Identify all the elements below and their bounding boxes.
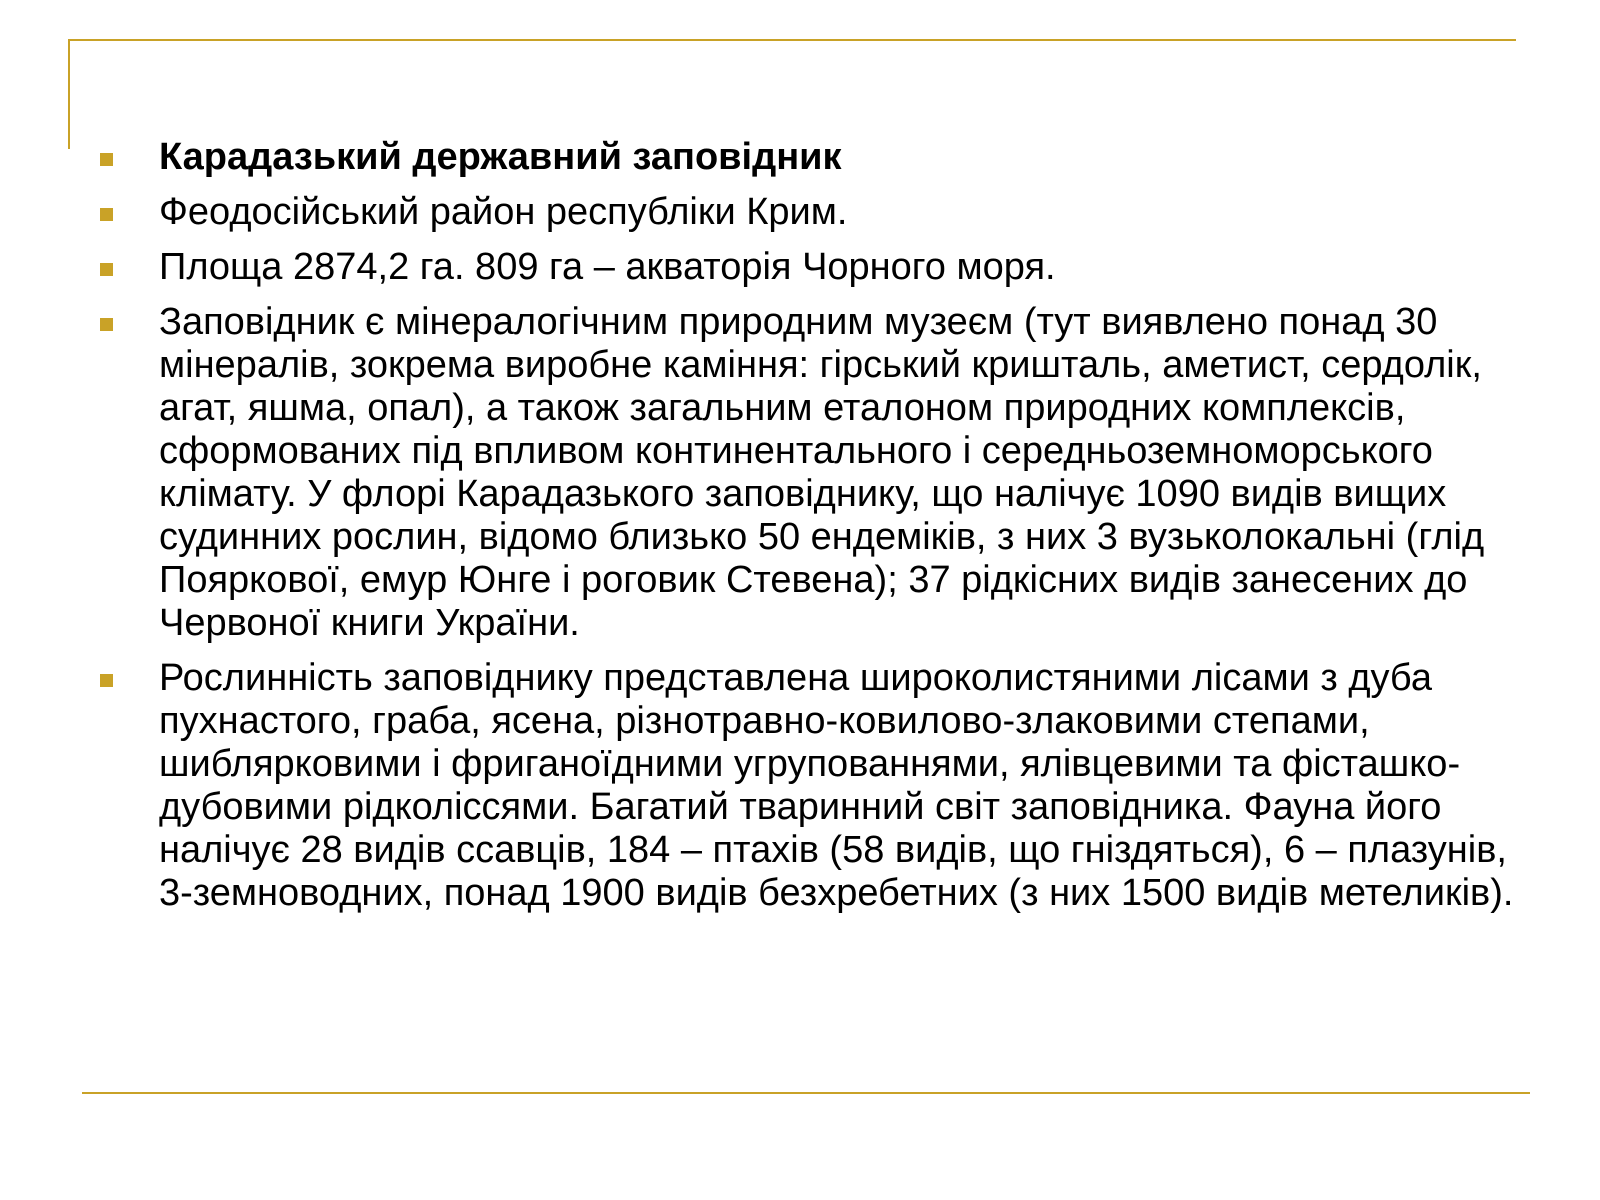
bullet-item-title — [100, 136, 1530, 179]
bullet-item-area — [100, 246, 1530, 289]
square-bullet-icon — [100, 674, 113, 687]
square-bullet-icon — [100, 153, 113, 166]
square-bullet-icon — [100, 208, 113, 221]
frame-top-line — [68, 39, 1516, 41]
bullet-list — [100, 136, 1530, 927]
bullet-text: Площа 2874,2 га. 809 га – акваторія Чорного моря. — [159, 246, 1056, 288]
bullet-item-vegetation-fauna — [100, 657, 1530, 915]
bullet-text: Заповідник є мінералогічним природним музеєм (тут виявлено понад 30 мінералів, зокрема виробне каміння: гірський кришталь, аметист, сердолік, агат, яшма, опал), а також загальним еталоном природних комплексів, сформованих під впливом континентального і середньоземноморського клімату. У флорі Карадазького заповіднику, що налічує 1090 видів вищих судинних рослин, відомо близько 50 ендеміків, з них 3 вузьколокальні (глід Пояркової, емур Юнге і роговик Стевена); 37 рідкісних видів занесених до Червоної книги України. — [159, 301, 1485, 644]
square-bullet-icon — [100, 318, 113, 331]
bullet-text: Феодосійський район республіки Крим. — [159, 191, 848, 233]
frame-left-line — [68, 39, 70, 149]
bullet-item-minerals-flora — [100, 301, 1530, 645]
bullet-text: Карадазький державний заповідник — [159, 136, 842, 178]
frame-bottom-line — [82, 1092, 1530, 1094]
bullet-text: Рослинність заповіднику представлена широколистяними лісами з дуба пухнастого, граба, ясена, різнотравно-ковилово-злаковими степами, шиблярковими і фриганоїдними угрупованнями, ялівцевими та фісташко-дубовими рідколіссями. Багатий тваринний світ заповідника. Фауна його налічує 28 видів ссавців, 184 – птахів (58 видів, що гніздяться), 6 – плазунів, 3-земноводних, понад 1900 видів безхребетних (з них 1500 видів метеликів). — [159, 657, 1514, 914]
square-bullet-icon — [100, 263, 113, 276]
bullet-item-location — [100, 191, 1530, 234]
